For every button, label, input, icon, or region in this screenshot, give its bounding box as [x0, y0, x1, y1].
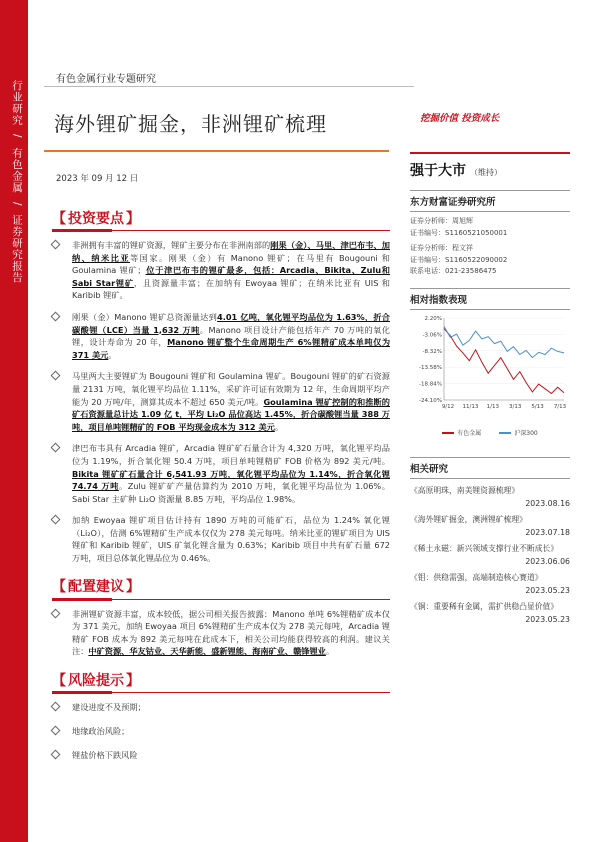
related-title: 相关研究 [410, 457, 570, 479]
section-bar [52, 691, 112, 694]
report-type: 有色金属行业专题研究 [56, 74, 156, 85]
bracket-close-icon: 】 [126, 210, 140, 227]
analyst-info [410, 216, 570, 278]
body-text: ，且资源量丰富；在加纳有 Ewoyaa 锂矿；在纳米比亚有 UIS 和 Karibib 锂矿。 [72, 277, 390, 301]
related-report-date: 2023.08.16 [525, 498, 570, 508]
risk-text: 锂盐价格下跌风险 [72, 750, 138, 761]
side-seg-industry: 行业研究 [11, 80, 23, 126]
diamond-bullet-icon [51, 608, 61, 618]
related-report-link[interactable]: 《稀土永磁：新兴领域支撑行业不断成长》 [410, 543, 559, 553]
x-tick-label: 9/12 [441, 403, 455, 410]
body-text: 非洲锂矿资源丰富，成本较低，据公司相关报告披露：Manono 单吨 6%锂精矿成本仅为 371 美元，加纳 Ewoyaa 项目 6%锂精矿生产成本仅为 278 美元每吨，Arcadia 锂精矿 FOB 成本为 892 美元每吨在此成本下，相关公司均能获得较高的利润。建议关注： [72, 608, 390, 657]
related-list [410, 485, 570, 624]
legend-label: 有色金属 [457, 429, 482, 437]
side-seg-report: 证券研究报告 [11, 214, 23, 284]
x-tick-label: 7/13 [553, 403, 567, 410]
diamond-bullet-icon [51, 702, 61, 712]
body-text: 。Zulu 锂矿矿产量估算约为 2010 万吨，氧化锂平均品位为 1.06%。Sabi Star 主矿种 Li₂O 资源量 8.85 万吨，平均品位 1.98%。 [72, 481, 390, 504]
section-risk [52, 667, 390, 693]
highlight-text: Goulamina 锂矿控制的和推断的矿石资源量总计达 1.09 亿 t，平均 Li₂O 品位高达 1.45%，折合碳酸锂当量 388 万吨，项目单吨锂精矿的 FOB 平均现金成本为 312 美元 [72, 396, 390, 432]
related-report-link[interactable]: 《海外锂矿掘金，澳洲锂矿梳理》 [410, 514, 527, 524]
analyst-1 [410, 216, 570, 228]
highlight-text: Bikita 锂矿矿石量合计 6,541.93 万吨，氧化锂平均品位为 1.14%，折合氧化锂 74.74 万吨 [72, 468, 390, 492]
header-divider [44, 86, 414, 87]
body-text: 加纳 Ewoyaa 锂矿项目估计持有 1890 万吨的可能矿石，品位为 1.24% 氧化锂（Li₂O），估测 6%锂精矿生产成本仅仅为 278 美元每吨。纳米比亚的锂矿项目为 UIS 锂矿和 Karibib 锂矿，UIS 矿氧化锂含量为 0.63%；Karibib 项目中共有矿石量 672 万吨，项目总体氧化锂品位为 0.46%。 [72, 515, 390, 564]
key-point [52, 311, 390, 361]
side-seg-metal: 有色金属 [11, 147, 23, 194]
diamond-bullet-icon [51, 240, 61, 250]
related-report-date: 2023.05.23 [525, 585, 570, 595]
body-text: 。Manono 项目设计产能包括年产 70 万吨的氧化锂，设计寿命为 20 年， [72, 324, 390, 348]
series-line-1 [444, 326, 564, 357]
right-column [410, 152, 570, 624]
rating: 强于大市 [410, 163, 466, 179]
bracket-open-icon: 【 [52, 210, 66, 227]
legend-item-hs300 [499, 428, 537, 437]
analyst-name: 周旭辉 [452, 217, 473, 225]
x-tick-label: 3/13 [509, 403, 522, 410]
related-report-date: 2023.07.18 [525, 527, 570, 537]
key-point [52, 514, 390, 564]
legend-label: 沪深300 [514, 429, 538, 437]
body-text: 刚果（金）Manono 锂矿总资源量达到 [72, 311, 218, 322]
title-rule [44, 150, 389, 152]
risk-item [52, 725, 390, 737]
institute-name: 东方财富证券研究所 [410, 190, 570, 212]
diamond-bullet-icon [51, 726, 61, 736]
analyst-label: 证券分析师： [410, 244, 452, 252]
analyst-label: 证券分析师： [410, 217, 452, 225]
side-strip [0, 0, 28, 842]
diamond-bullet-icon [51, 515, 61, 525]
allocation-text [72, 609, 390, 657]
related-report-date: 2023.06.06 [525, 556, 570, 566]
legend-swatch [499, 432, 511, 434]
analyst-name: 程文祥 [452, 244, 473, 252]
allocation-paragraph [52, 608, 390, 658]
highlight-text: 中矿资源、华友钴业、天华新能、盛新锂能、海南矿业、赣锋锂业 [88, 646, 326, 657]
diamond-bullet-icon [51, 750, 61, 760]
risk-text: 建设进度不及预期； [72, 702, 146, 713]
analyst-2 [410, 243, 570, 255]
section-title: 风险提示 [68, 672, 124, 689]
body-text: 。 [325, 646, 335, 657]
y-tick-label: -8.32% [422, 348, 442, 355]
section-bar [52, 598, 112, 601]
cert-1: 证书编号：S1160521050001 [410, 228, 508, 237]
highlight-text: 位于津巴布韦的锂矿最多，包括：Arcadia、Bikita、Zulu和Sabi Star锂矿 [72, 265, 390, 288]
risk-text: 地缘政治风险； [72, 726, 130, 737]
y-tick-label: -24.10% [419, 397, 442, 404]
key-point [52, 442, 390, 505]
x-tick-label: 1/13 [486, 403, 499, 410]
y-tick-label: -13.58% [419, 364, 442, 371]
highlight-text: 刚果（金）、马里、津巴布韦、加纳、纳米比亚 [72, 240, 390, 263]
side-sep: / [11, 134, 23, 139]
diamond-bullet-icon [51, 443, 61, 453]
y-tick-label: -3.06% [422, 331, 442, 338]
side-sep: / [11, 201, 23, 207]
related-report-link[interactable]: 《高原明珠，南美锂资源梳理》 [410, 485, 520, 495]
chart-svg [410, 312, 570, 424]
related-report-link[interactable]: 《钼：供稳需强，高端制造核心赛道》 [410, 572, 543, 582]
section-key-points [52, 205, 390, 231]
chart-title: 相对指数表现 [410, 288, 570, 310]
x-tick-label: 11/13 [462, 403, 479, 410]
page-title: 海外锂矿掘金，非洲锂矿梳理 [54, 112, 327, 136]
report-date: 2023 年 09 月 12 日 [56, 174, 139, 184]
section-title: 投资要点 [68, 210, 124, 227]
body-text: 。 [108, 349, 117, 360]
y-tick-label: -18.84% [419, 381, 442, 388]
bracket-open-icon: 【 [52, 672, 66, 689]
key-point [52, 370, 390, 433]
diamond-bullet-icon [51, 371, 61, 381]
body-text: 非洲拥有丰富的锂矿资源，锂矿主要分布在非洲南部的 [72, 240, 271, 250]
section-bar [52, 229, 112, 232]
key-points-list [52, 239, 390, 565]
main-column [52, 205, 390, 773]
y-tick-label: 2.20% [424, 315, 442, 322]
bracket-open-icon: 【 [52, 579, 66, 596]
body-text: 等国家。刚果（金）有 Manono 锂矿；在马里有 Bougouni 和 Goulamina 锂矿； [72, 252, 390, 276]
section-title: 配置建议 [68, 579, 124, 596]
relative-index-chart [410, 312, 570, 424]
related-report-date: 2023.05.23 [525, 614, 570, 624]
body-text: 。 [274, 421, 284, 432]
diamond-bullet-icon [51, 312, 61, 322]
rating-sub: （维持） [470, 168, 502, 177]
body-text: 津巴布韦具有 Arcadia 锂矿，Arcadia 锂矿矿石量合计为 4,320 万吨，氧化锂平均品位为 1.19%，折合氧化锂 50.4 万吨，项目单吨锂精矿 FOB 价格为 892 美元/吨。 [72, 443, 390, 466]
highlight-text: Manono 锂矿整个生命周期生产 6%锂精矿成本单吨仅为 371 美元 [72, 337, 391, 360]
risk-item [52, 701, 390, 713]
cert-2: 证书编号：S1160522090002 [410, 255, 508, 264]
legend-item-metal [442, 428, 481, 437]
related-report-link[interactable]: 《铜：重要稀有金属，需扩供稳凸显价值》 [410, 601, 559, 611]
legend-swatch [442, 432, 454, 434]
phone: 联系电话：021-23586475 [410, 267, 497, 275]
section-allocation [52, 574, 390, 600]
side-breadcrumb [5, 80, 23, 283]
chart-legend [410, 428, 570, 437]
x-tick-label: 5/13 [531, 403, 544, 410]
bracket-close-icon: 】 [126, 579, 140, 596]
key-point [52, 239, 390, 302]
risk-item [52, 749, 390, 761]
rating-box [410, 152, 570, 188]
body-text: 马里两大主要锂矿为 Bougouni 锂矿和 Goulamina 锂矿。Bougouni 锂矿的矿石资源量 2131 万吨，氧化锂平均品位 1.11%，采矿许可证有效期为 12 年，生命周期平均产能为 20 万吨/年，测算其成本不超过 650 美元/吨。 [72, 371, 390, 407]
bracket-close-icon: 】 [126, 672, 140, 689]
highlight-text: 4.01 亿吨，氧化锂平均品位为 1.63%，折合碳酸锂（LCE）当量 1,632 万吨 [72, 311, 390, 335]
slogan: 挖掘价值 投资成长 [420, 113, 500, 124]
